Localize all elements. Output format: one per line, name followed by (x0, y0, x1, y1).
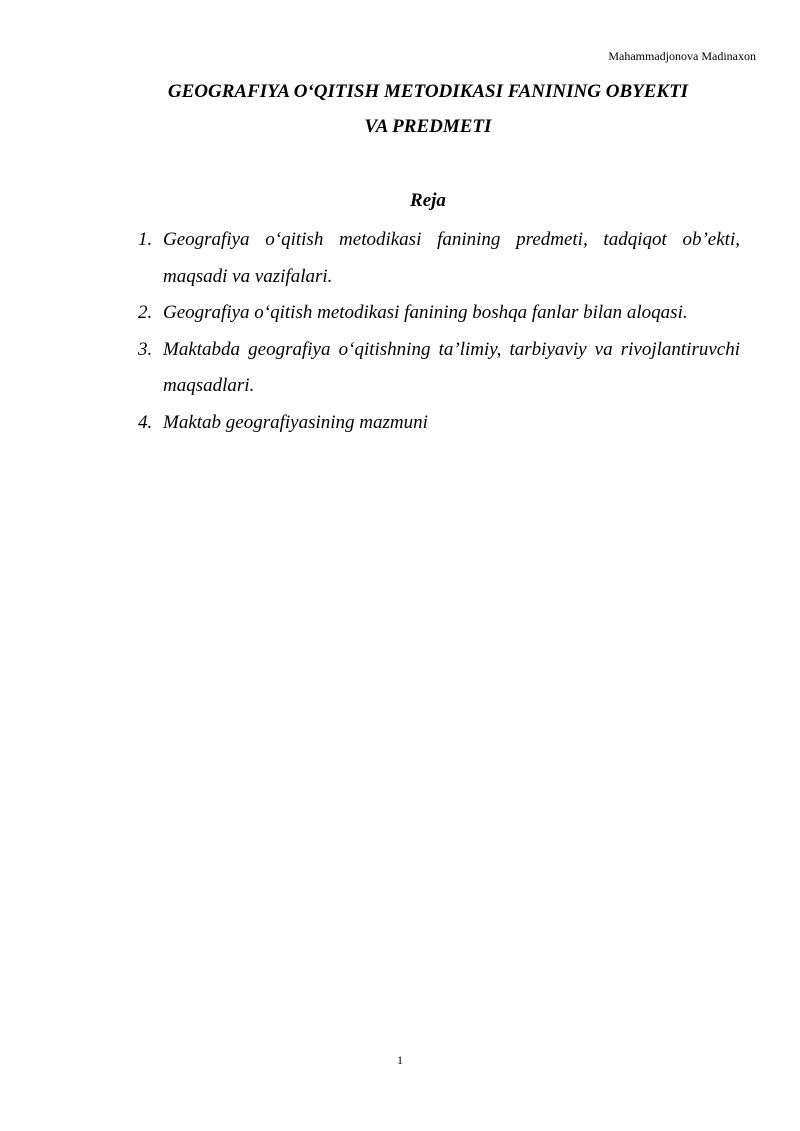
plan-item-number: 2. (138, 302, 153, 323)
plan-item-number: 3. (138, 338, 153, 360)
plan-item-text: Geografiya o‘qitish metodikasi fanining boshqa fanlar bilan aloqasi. (163, 302, 688, 323)
plan-item-text: Maktabda geografiya o‘qitishning ta’limiy, tarbiyaviy va rivojlantiruvchi maqsadlari. (163, 338, 740, 396)
document-title (110, 74, 746, 144)
plan-item-text: Geografiya o‘qitish metodikasi fanining predmeti, tadqiqot ob’ekti, maqsadi va vazifalari. (163, 229, 740, 287)
plan-item-number: 1. (138, 229, 153, 250)
plan-item-1 (138, 222, 740, 295)
page-number: 1 (397, 1053, 403, 1067)
plan-heading: Reja (410, 190, 446, 211)
plan-item-4 (138, 405, 740, 442)
page-header-author: Mahammadjonova Madinaxon (608, 49, 756, 63)
plan-item-2 (138, 295, 740, 332)
plan-item-number: 4. (138, 411, 153, 433)
plan-item-text: Maktab geografiyasining mazmuni (163, 411, 428, 433)
title-line-2: VA PREDMETI (364, 116, 492, 137)
plan-item-3 (138, 332, 740, 405)
plan-list (138, 222, 740, 441)
title-line-1: GEOGRAFIYA O‘QITISH METODIKASI FANINING OBYEKTI (167, 81, 689, 102)
